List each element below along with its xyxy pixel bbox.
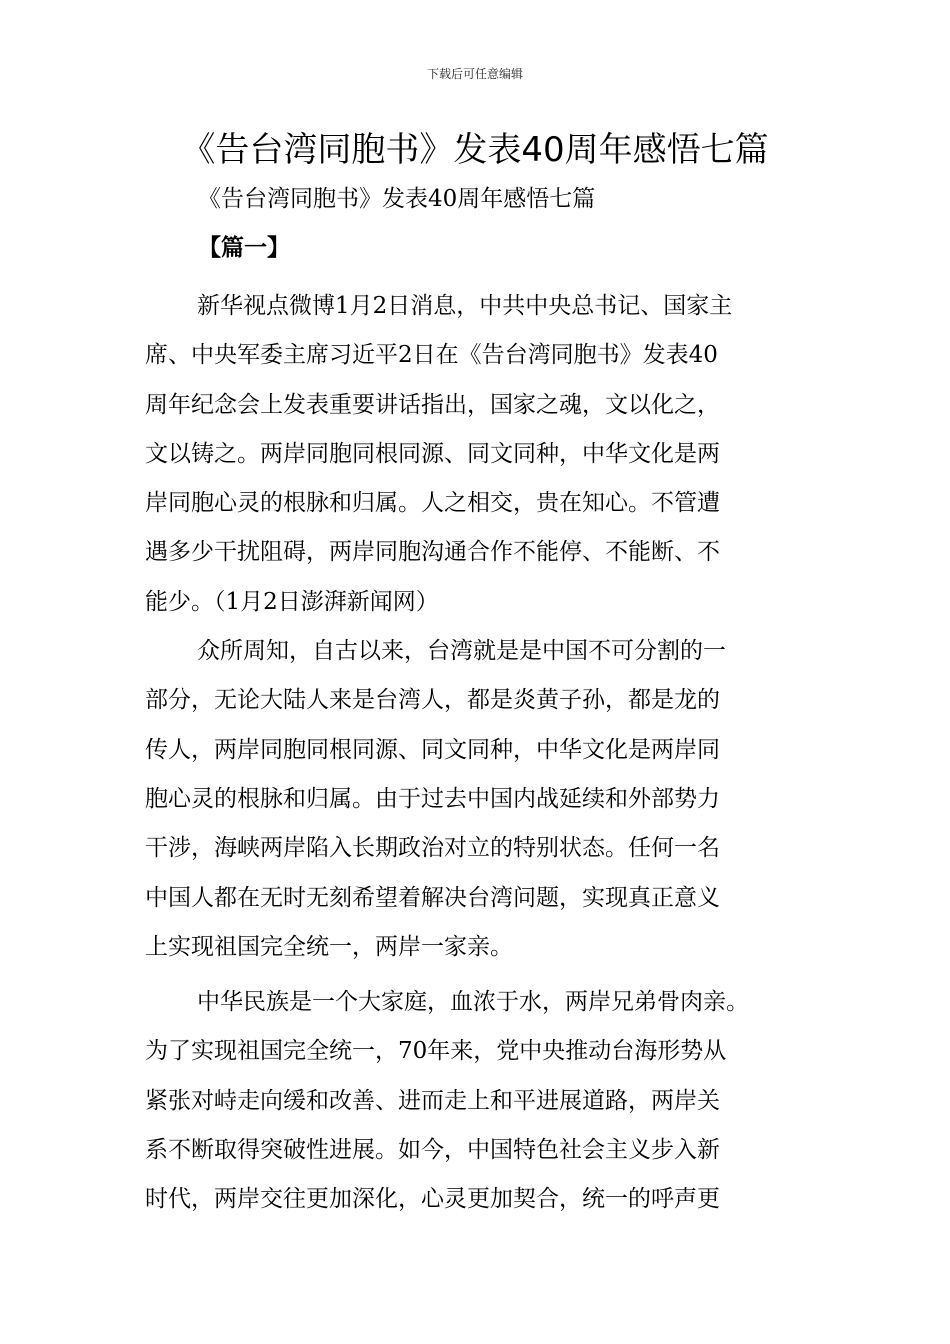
- paragraph-line: 中华民族是一个大家庭，血浓于水，两岸兄弟骨肉亲。: [197, 989, 749, 1016]
- paragraph-line: 部分，无论大陆人来是台湾人，都是炎黄子孙，都是龙的: [145, 687, 720, 714]
- paragraph-line: 胞心灵的根脉和归属。由于过去中国内战延续和外部势力: [145, 785, 720, 812]
- paragraph-line: 文以铸之。两岸同胞同根同源、同文同种，中华文化是两: [145, 440, 720, 467]
- document-title: 《告台湾同胞书》发表40周年感悟七篇: [181, 130, 769, 170]
- paragraph-line: 传人，两岸同胞同根同源、同文同种，中华文化是两岸同: [145, 736, 720, 763]
- paragraph-line: 干涉，海峡两岸陷入长期政治对立的特别状态。任何一名: [145, 835, 720, 862]
- section-label: 【篇一】: [198, 234, 290, 261]
- paragraph-line: 紧张对峙走向缓和改善、进而走上和平进展道路，两岸关: [145, 1087, 720, 1114]
- document-subtitle: 《告台湾同胞书》发表40周年感悟七篇: [198, 186, 596, 212]
- paragraph-line: 系不断取得突破性进展。如今，中国特色社会主义步入新: [145, 1137, 720, 1164]
- paragraph-3: [145, 978, 825, 1224]
- paragraph-2: [145, 627, 825, 972]
- paragraph-line: 新华视点微博1月2日消息，中共中央总书记、国家主: [197, 293, 733, 319]
- paragraph-line: 能少。（1月2日澎湃新闻网）: [145, 588, 439, 615]
- paragraph-line: 为了实现祖国完全统一，70年来，党中央推动台海形势从: [145, 1038, 727, 1065]
- paragraph-line: 上实现祖国完全统一，两岸一家亲。: [145, 933, 513, 960]
- paragraph-line: 周年纪念会上发表重要讲话指出，国家之魂，文以化之，: [145, 391, 720, 418]
- paragraph-line: 众所周知，自古以来，台湾就是是中国不可分割的一: [197, 638, 726, 665]
- paragraph-line: 遇多少干扰阻碍，两岸同胞沟通合作不能停、不能断、不: [145, 539, 720, 566]
- paragraph-line: 时代，两岸交往更加深化，心灵更加契合，统一的呼声更: [145, 1186, 720, 1213]
- paragraph-1: [145, 282, 825, 627]
- body-text: [145, 282, 825, 1225]
- header-note: 下载后可任意编辑: [426, 67, 523, 81]
- paragraph-line: 岸同胞心灵的根脉和归属。人之相交，贵在知心。不管遭: [145, 490, 720, 517]
- paragraph-line: 席、中央军委主席习近平2日在《告台湾同胞书》发表40: [145, 342, 718, 369]
- paragraph-line: 中国人都在无时无刻希望着解决台湾问题，实现真正意义: [145, 884, 720, 911]
